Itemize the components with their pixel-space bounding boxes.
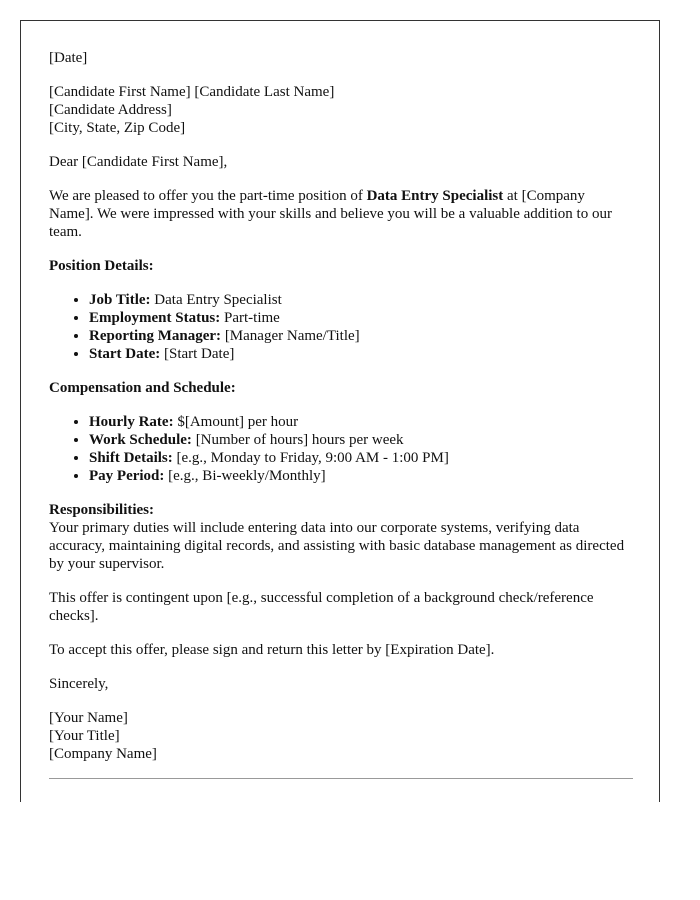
list-item — [89, 467, 633, 485]
item-label: Hourly Rate: — [89, 414, 174, 430]
intro-before: We are pleased to offer you the part-time position of — [49, 188, 367, 204]
list-item — [89, 449, 633, 467]
item-value: [Manager Name/Title] — [221, 328, 360, 344]
compensation-list — [49, 413, 633, 485]
signature-block — [49, 709, 633, 763]
letter-body — [49, 49, 633, 779]
intro-position: Data Entry Specialist — [366, 188, 504, 204]
item-value: Data Entry Specialist — [150, 292, 282, 308]
recipient-name: [Candidate First Name] [Candidate Last Name] — [49, 84, 335, 100]
list-item — [89, 413, 633, 431]
closing: Sincerely, — [49, 676, 109, 692]
list-item — [89, 291, 633, 309]
item-label: Reporting Manager: — [89, 328, 222, 344]
contingency-paragraph: This offer is contingent upon [e.g., successful completion of a background check/reference checks]. — [49, 590, 594, 624]
item-label: Shift Details: — [89, 450, 173, 466]
item-label: Pay Period: — [89, 468, 165, 484]
intro-after: at [Company Name]. We were impressed with your skills and believe you will be a valuable addition to our team. — [49, 188, 612, 240]
recipient-city-state-zip: [City, State, Zip Code] — [49, 120, 186, 136]
list-item — [89, 309, 633, 327]
item-value: [e.g., Monday to Friday, 9:00 AM - 1:00 PM] — [172, 450, 449, 466]
item-label: Work Schedule: — [89, 432, 192, 448]
responsibilities-heading: Responsibilities: — [49, 502, 155, 518]
item-label: Employment Status: — [89, 310, 221, 326]
list-item — [89, 431, 633, 449]
salutation: Dear [Candidate First Name], — [49, 154, 228, 170]
compensation-heading: Compensation and Schedule: — [49, 380, 236, 396]
list-item — [89, 327, 633, 345]
letter-date: [Date] — [49, 50, 88, 66]
responsibilities-text: Your primary duties will include entering data into our corporate systems, verifying data accuracy, maintaining digital records, and assisting with basic database management as directed by your supervisor. — [49, 520, 625, 572]
recipient-block — [49, 83, 633, 137]
signer-company: [Company Name] — [49, 746, 157, 762]
position-details-list — [49, 291, 633, 363]
item-label: Job Title: — [89, 292, 151, 308]
section-divider — [49, 778, 633, 779]
item-value: Part-time — [220, 310, 280, 326]
signer-title: [Your Title] — [49, 728, 120, 744]
intro-paragraph — [49, 187, 633, 241]
item-value: $[Amount] per hour — [173, 414, 299, 430]
item-value: [Start Date] — [160, 346, 235, 362]
position-details-heading: Position Details: — [49, 258, 154, 274]
item-label: Start Date: — [89, 346, 161, 362]
letter-page — [20, 20, 660, 802]
acceptance-paragraph: To accept this offer, please sign and return this letter by [Expiration Date]. — [49, 642, 495, 658]
list-item — [89, 345, 633, 363]
signer-name: [Your Name] — [49, 710, 128, 726]
item-value: [Number of hours] hours per week — [191, 432, 404, 448]
recipient-address: [Candidate Address] — [49, 102, 172, 118]
item-value: [e.g., Bi-weekly/Monthly] — [164, 468, 326, 484]
